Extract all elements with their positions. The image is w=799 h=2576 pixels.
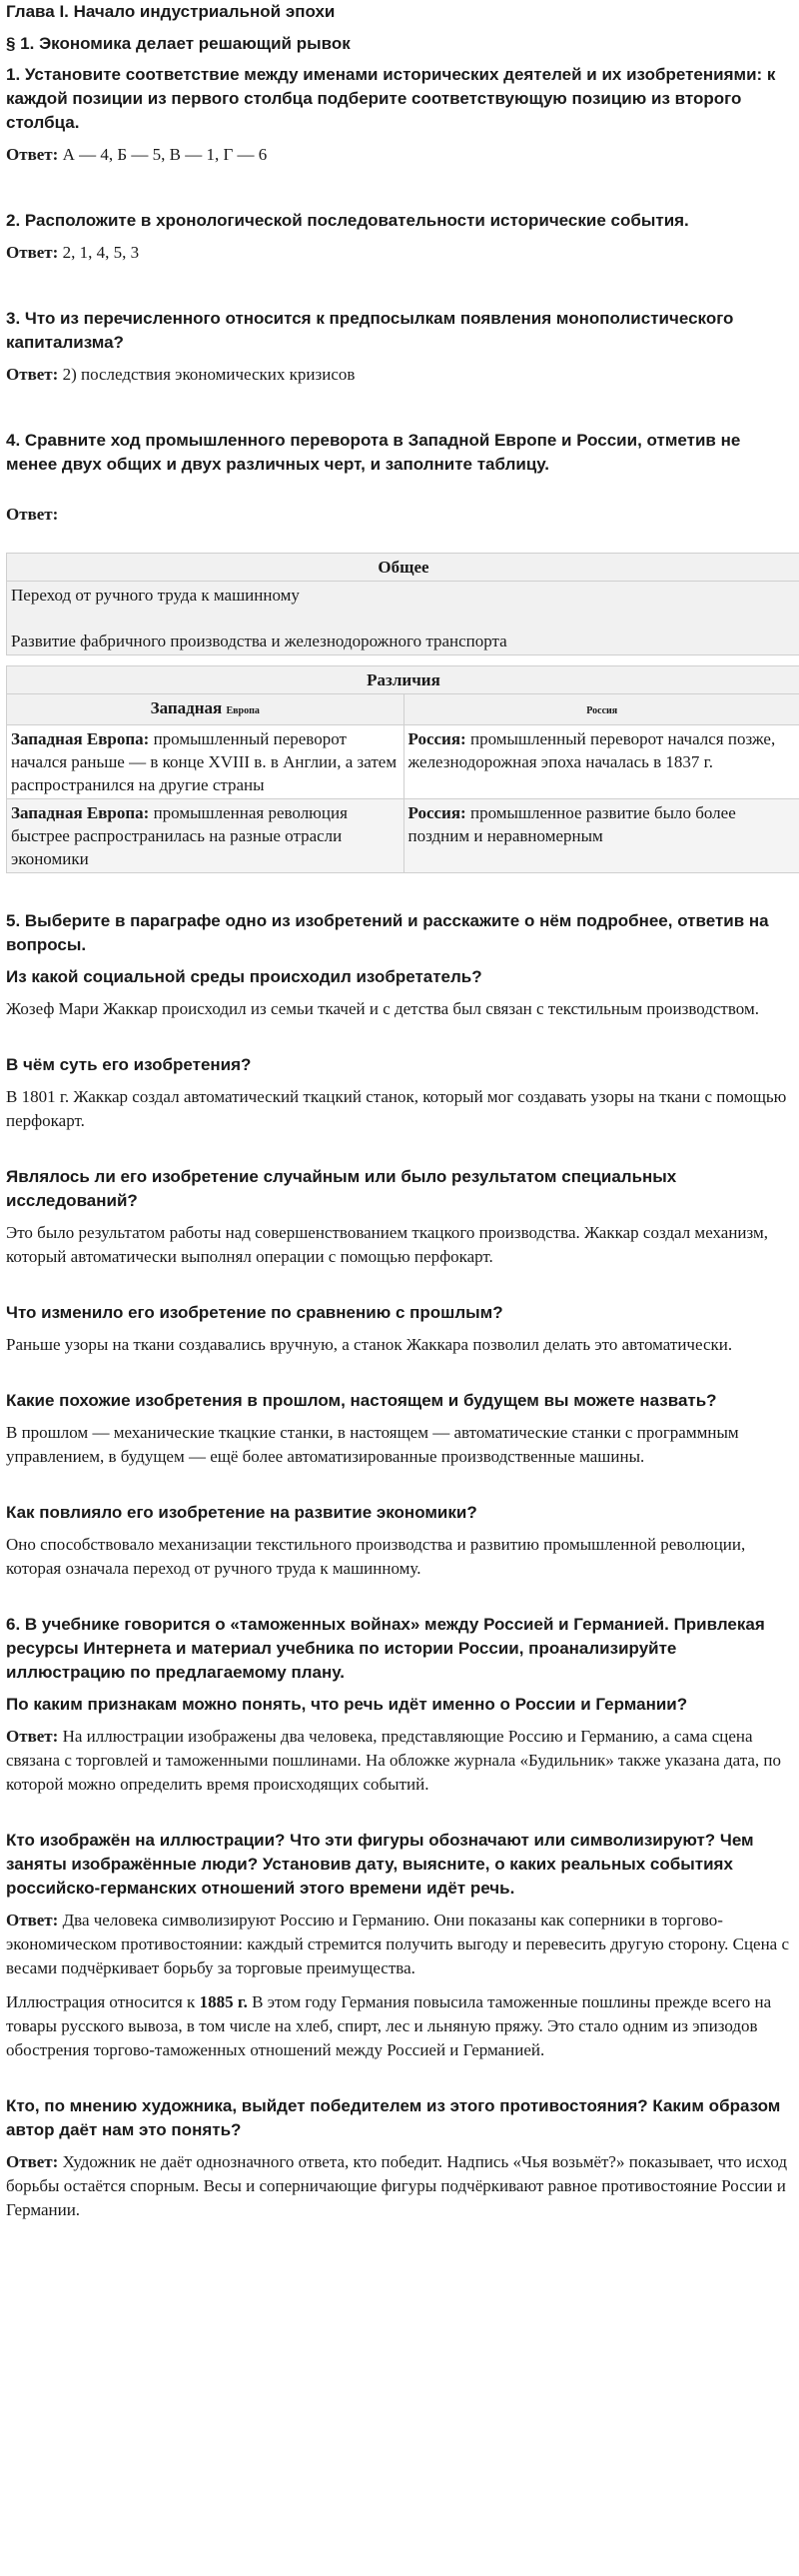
- question-4-answer: [6, 503, 793, 527]
- question-5-answer-4: Раньше узоры на ткани создавались вручную, а станок Жаккара позволил делать это автоматически.: [6, 1335, 733, 1354]
- question-2-title: 2. Расположите в хронологической последовательности исторические события.: [6, 211, 689, 230]
- question-6-title: 6. В учебнике говорится о «таможенных войнах» между Россией и Германией. Привлекая ресурсы Интернета и материал учебника по истории России, проанализируйте иллюстрацию по предлагаемому плану.: [6, 1615, 765, 1682]
- question-2-answer: [6, 241, 793, 265]
- column-header-russia: Россия: [403, 694, 799, 725]
- question-5-answer-3: Это было результатом работы над совершенствованием ткацкого производства. Жаккар создал механизм, который автоматически выполнял операции с помощью перфокарт.: [6, 1223, 769, 1266]
- question-6-answer-2a: Ответ: Два человека символизируют Россию и Германию. Они показаны как соперники в торгово-экономическом противостоянии: каждый стремится получить выгоду и перевесить другую сторону. Сцена с весами подчёркивает борьбу за торговые преимущества.: [6, 1911, 790, 1977]
- common-header: Общее: [7, 554, 799, 582]
- question-1-answer: [6, 143, 793, 167]
- common-item: Переход от ручного труда к машинному: [11, 586, 300, 605]
- question-4-title: 4. Сравните ход промышленного переворота в Западной Европе и России, отметив не менее двух общих и двух различных черт, и заполните таблицу.: [6, 431, 741, 474]
- question-5-answer-6: Оно способствовало механизации текстильного производства и развитию промышленной революции, которая означала переход от ручного труда к машинному.: [6, 1535, 746, 1578]
- question-6-answer-3: Ответ: Художник не даёт однозначного ответа, кто победит. Надпись «Чья возьмёт?» показывает, что исход борьбы остаётся спорным. Весы и соперничающие фигуры подчёркивают равное противостояние России и Германии.: [6, 2152, 787, 2219]
- common-features-table: [6, 553, 799, 655]
- question-5-sub-3: Являлось ли его изобретение случайным или было результатом специальных исследований?: [6, 1167, 677, 1210]
- question-1-answer-text: А — 4, Б — 5, В — 1, Г — 6: [62, 145, 268, 164]
- question-1-title: 1. Установите соответствие между именами исторических деятелей и их изобретениями: к каждой позиции из первого столбца подберите соответствующую позицию из второго столбца.: [6, 65, 776, 132]
- answer-label: Ответ:: [6, 505, 59, 524]
- question-5-sub-1: Из какой социальной среды происходил изобретатель?: [6, 967, 482, 986]
- column-header-west: Западная Европа: [7, 694, 404, 725]
- document-page: [0, 1, 799, 2222]
- question-6-sub-3: Кто, по мнению художника, выйдет победителем из этого противостояния? Каким образом автор даёт нам это понять?: [6, 2096, 781, 2139]
- answer-label: Ответ:: [6, 365, 59, 384]
- common-cell: [7, 582, 799, 655]
- question-6-answer-1: Ответ: На иллюстрации изображены два человека, представляющие Россию и Германию, а сама сцена связана с торговлей и таможенными пошлинами. На обложке журнала «Будильник» также указана дата, по которой можно определить время происходящих событий.: [6, 1727, 781, 1794]
- answer-label: Ответ:: [6, 145, 59, 164]
- chapter-title: Глава I. Начало индустриальной эпохи: [6, 2, 336, 21]
- question-5-title: 5. Выберите в параграфе одно из изобретений и расскажите о нём подробнее, ответив на вопросы.: [6, 911, 769, 954]
- question-5-answer-1: Жозеф Мари Жаккар происходил из семьи ткачей и с детства был связан с текстильным производством.: [6, 999, 759, 1018]
- differences-header: Различия: [7, 666, 799, 694]
- question-6-sub-2: Кто изображён на иллюстрации? Что эти фигуры обозначают или символизируют? Чем заняты изображённые люди? Установив дату, выясните, о каких реальных событиях российско-германских отношений этого времени идёт речь.: [6, 1831, 754, 1898]
- question-5-sub-4: Что изменило его изобретение по сравнению с прошлым?: [6, 1303, 503, 1322]
- question-5-sub-5: Какие похожие изобретения в прошлом, настоящем и будущем вы можете назвать?: [6, 1391, 717, 1410]
- question-5-sub-2: В чём суть его изобретения?: [6, 1055, 252, 1074]
- section-title: § 1. Экономика делает решающий рывок: [6, 34, 351, 53]
- common-item: Развитие фабричного производства и железнодорожного транспорта: [11, 632, 507, 650]
- table-row: [7, 799, 799, 873]
- table-cell-west: Западная Европа: промышленная революция быстрее распространилась на разные отрасли экономики: [7, 799, 404, 873]
- question-2-answer-text: 2, 1, 4, 5, 3: [62, 243, 140, 262]
- question-6-sub-1: По каким признакам можно понять, что речь идёт именно о России и Германии?: [6, 1695, 688, 1714]
- differences-table: [6, 665, 799, 873]
- table-row: [7, 725, 799, 799]
- question-5-answer-2: В 1801 г. Жаккар создал автоматический ткацкий станок, который мог создавать узоры на ткани с помощью перфокарт.: [6, 1087, 787, 1130]
- question-3-answer: [6, 363, 793, 387]
- table-cell-russia: Россия: промышленное развитие было более поздним и неравномерным: [403, 799, 799, 873]
- question-5-answer-5: В прошлом — механические ткацкие станки, в настоящем — автоматические станки с программным управлением, в будущем — ещё более автоматизированные производственные машины.: [6, 1423, 739, 1466]
- answer-label: Ответ:: [6, 243, 59, 262]
- table-cell-west: Западная Европа: промышленный переворот начался раньше — в конце XVIII в. в Англии, а затем распространился на другие страны: [7, 725, 404, 799]
- question-3-answer-text: 2) последствия экономических кризисов: [62, 365, 356, 384]
- question-5-sub-6: Как повлияло его изобретение на развитие экономики?: [6, 1503, 477, 1522]
- question-6-answer-2b: Иллюстрация относится к 1885 г. В этом году Германия повысила таможенные пошлины прежде всего на товары русского вывоза, в том числе на хлеб, спирт, лес и льняную пряжу. Это стало одним из эпизодов обострения торгово-таможенных отношений между Россией и Германией.: [6, 1992, 772, 2059]
- question-3-title: 3. Что из перечисленного относится к предпосылкам появления монополистического капитализма?: [6, 309, 734, 352]
- table-cell-russia: Россия: промышленный переворот начался позже, железнодорожная эпоха началась в 1837 г.: [403, 725, 799, 799]
